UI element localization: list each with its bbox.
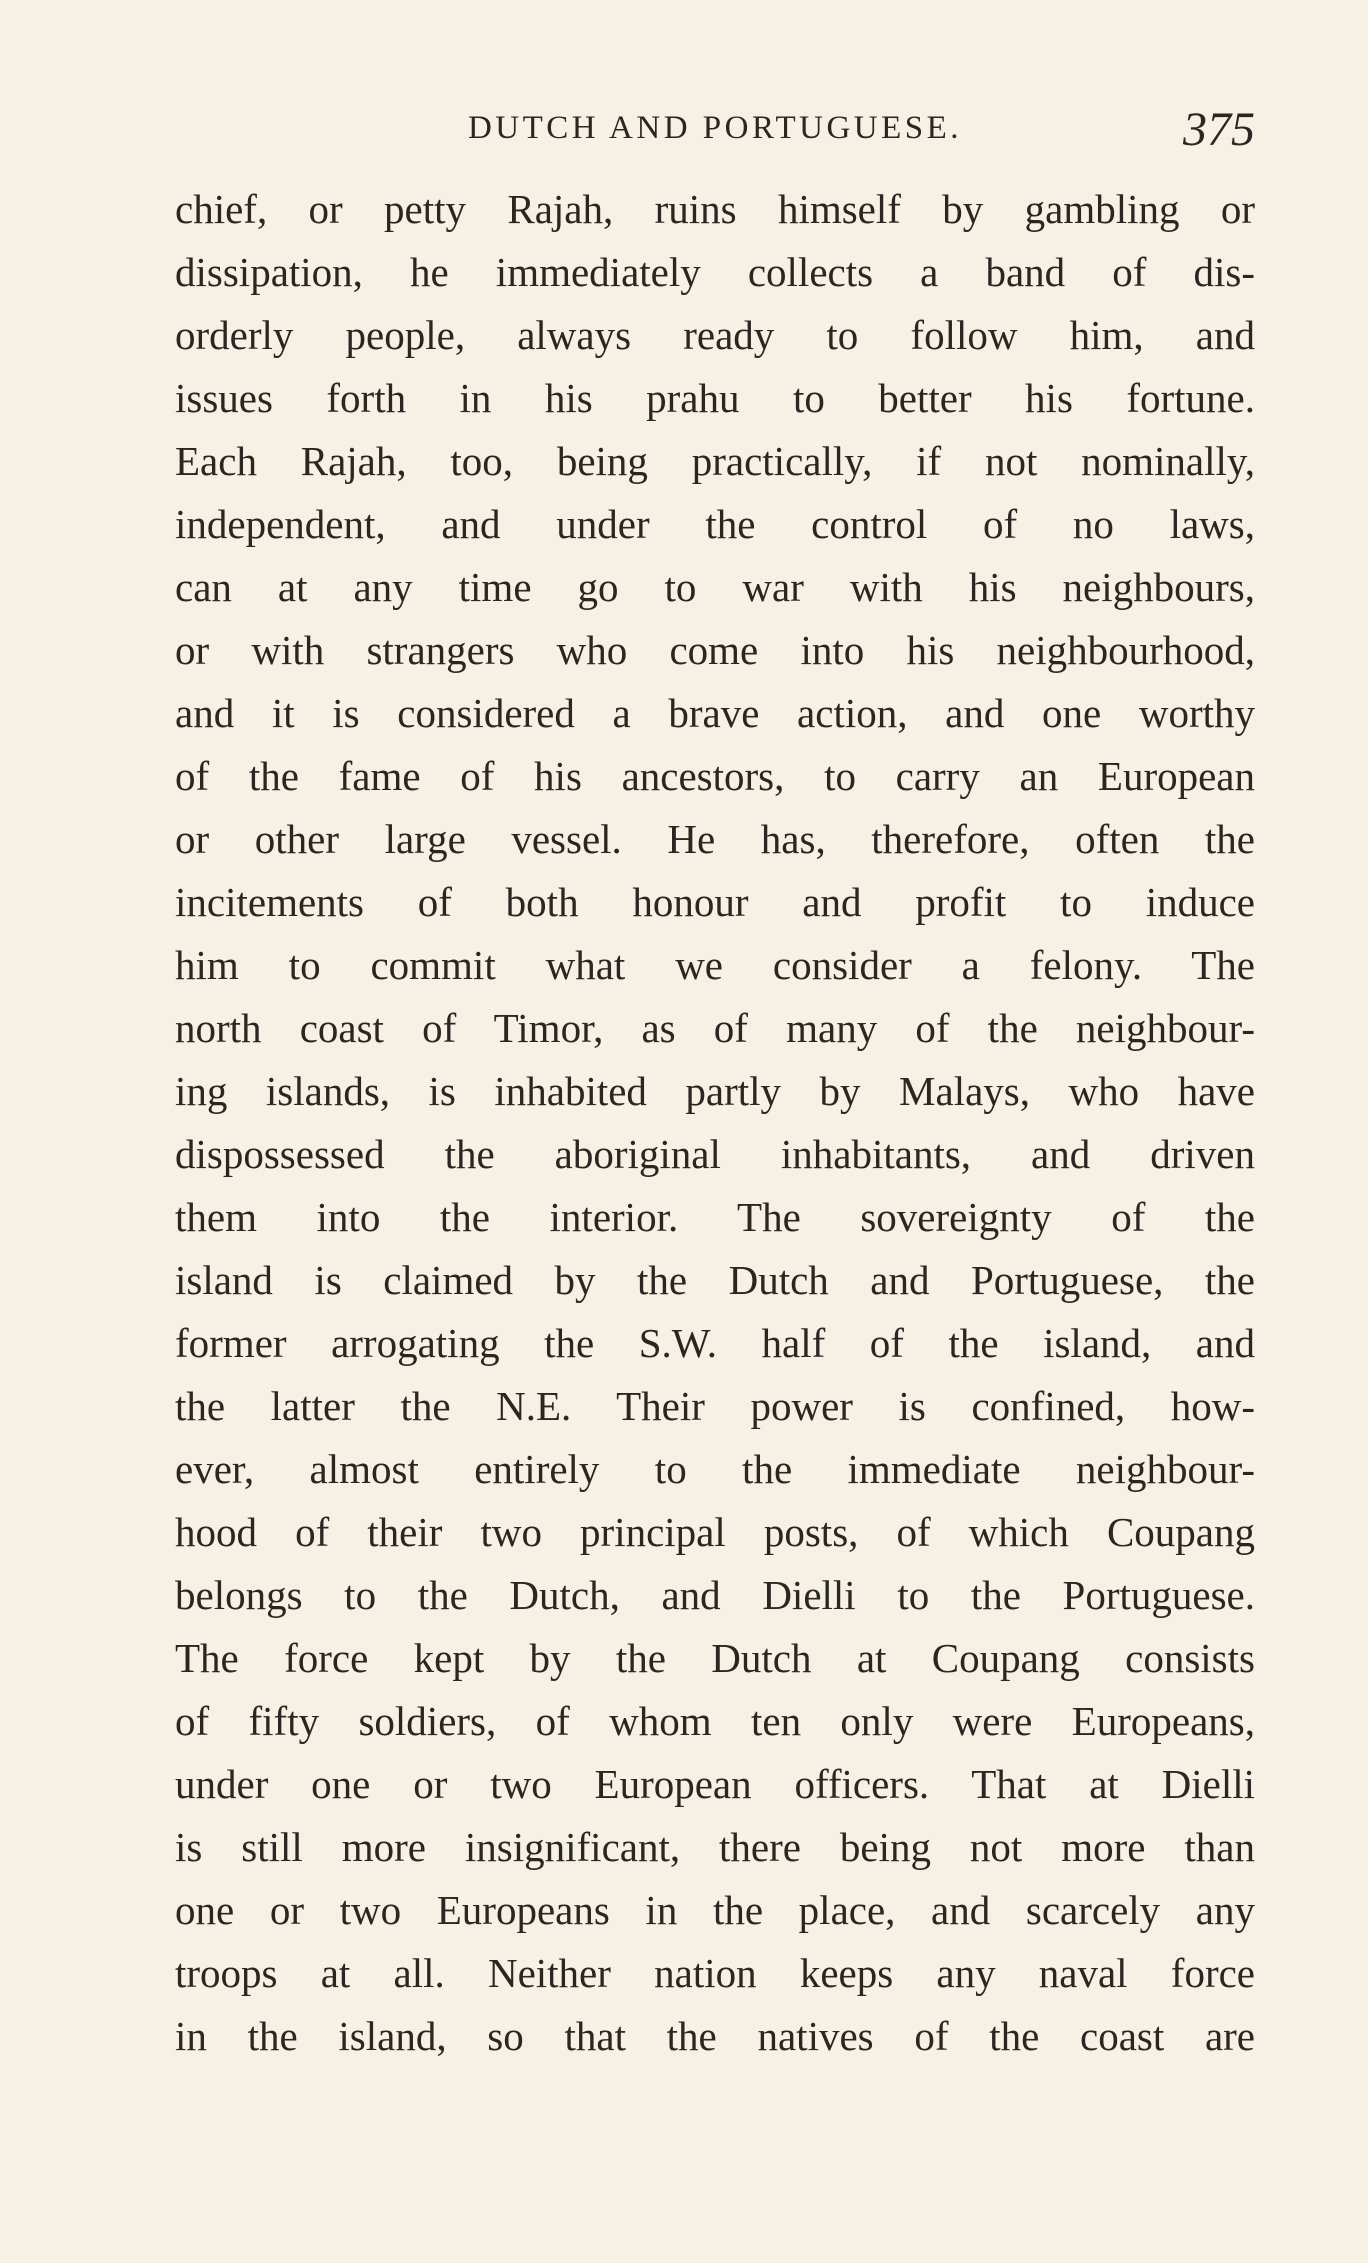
body-text [175, 178, 1255, 2068]
page-number: 375 [1183, 103, 1255, 156]
text-line: north coast of Timor, as of many of the neighbour- [175, 1005, 1255, 1051]
text-line: of fifty soldiers, of whom ten only were Europeans, [175, 1698, 1255, 1744]
text-line: incitements of both honour and profit to induce [175, 879, 1255, 925]
text-line: in the island, so that the natives of the coast are [175, 2013, 1255, 2059]
text-line: ever, almost entirely to the immediate neighbour- [175, 1446, 1255, 1492]
text-line: is still more insignificant, there being not more than [175, 1824, 1255, 1870]
text-line: belongs to the Dutch, and Dielli to the Portuguese. [175, 1572, 1255, 1618]
text-line: troops at all. Neither nation keeps any naval force [175, 1950, 1255, 1996]
text-line: hood of their two principal posts, of which Coupang [175, 1509, 1255, 1555]
text-line: ing islands, is inhabited partly by Malays, who have [175, 1068, 1255, 1114]
text-line: former arrogating the S.W. half of the island, and [175, 1320, 1255, 1366]
running-title: DUTCH AND PORTUGUESE. [467, 110, 963, 146]
text-line: or with strangers who come into his neighbourhood, [175, 627, 1255, 673]
text-line: island is claimed by the Dutch and Portuguese, the [175, 1257, 1255, 1303]
running-head [175, 102, 1255, 162]
text-line: issues forth in his prahu to better his fortune. [175, 375, 1255, 421]
text-line: and it is considered a brave action, and one worthy [175, 690, 1255, 736]
text-line: or other large vessel. He has, therefore, often the [175, 816, 1255, 862]
text-line: under one or two European officers. That at Dielli [175, 1761, 1255, 1807]
text-line: chief, or petty Rajah, ruins himself by gambling or [175, 186, 1255, 232]
text-line: The force kept by the Dutch at Coupang consists [175, 1635, 1255, 1681]
text-line: orderly people, always ready to follow him, and [175, 312, 1255, 358]
text-line: can at any time go to war with his neighbours, [175, 564, 1255, 610]
text-line: dissipation, he immediately collects a band of dis- [175, 249, 1255, 295]
text-line: independent, and under the control of no laws, [175, 501, 1255, 547]
text-line: Each Rajah, too, being practically, if not nominally, [175, 438, 1255, 484]
text-line: the latter the N.E. Their power is confined, how- [175, 1383, 1255, 1429]
text-line: them into the interior. The sovereignty of the [175, 1194, 1255, 1240]
text-line: one or two Europeans in the place, and scarcely any [175, 1887, 1255, 1933]
text-line: dispossessed the aboriginal inhabitants, and driven [175, 1131, 1255, 1177]
text-line: of the fame of his ancestors, to carry an European [175, 753, 1255, 799]
text-line: him to commit what we consider a felony. The [175, 942, 1255, 988]
